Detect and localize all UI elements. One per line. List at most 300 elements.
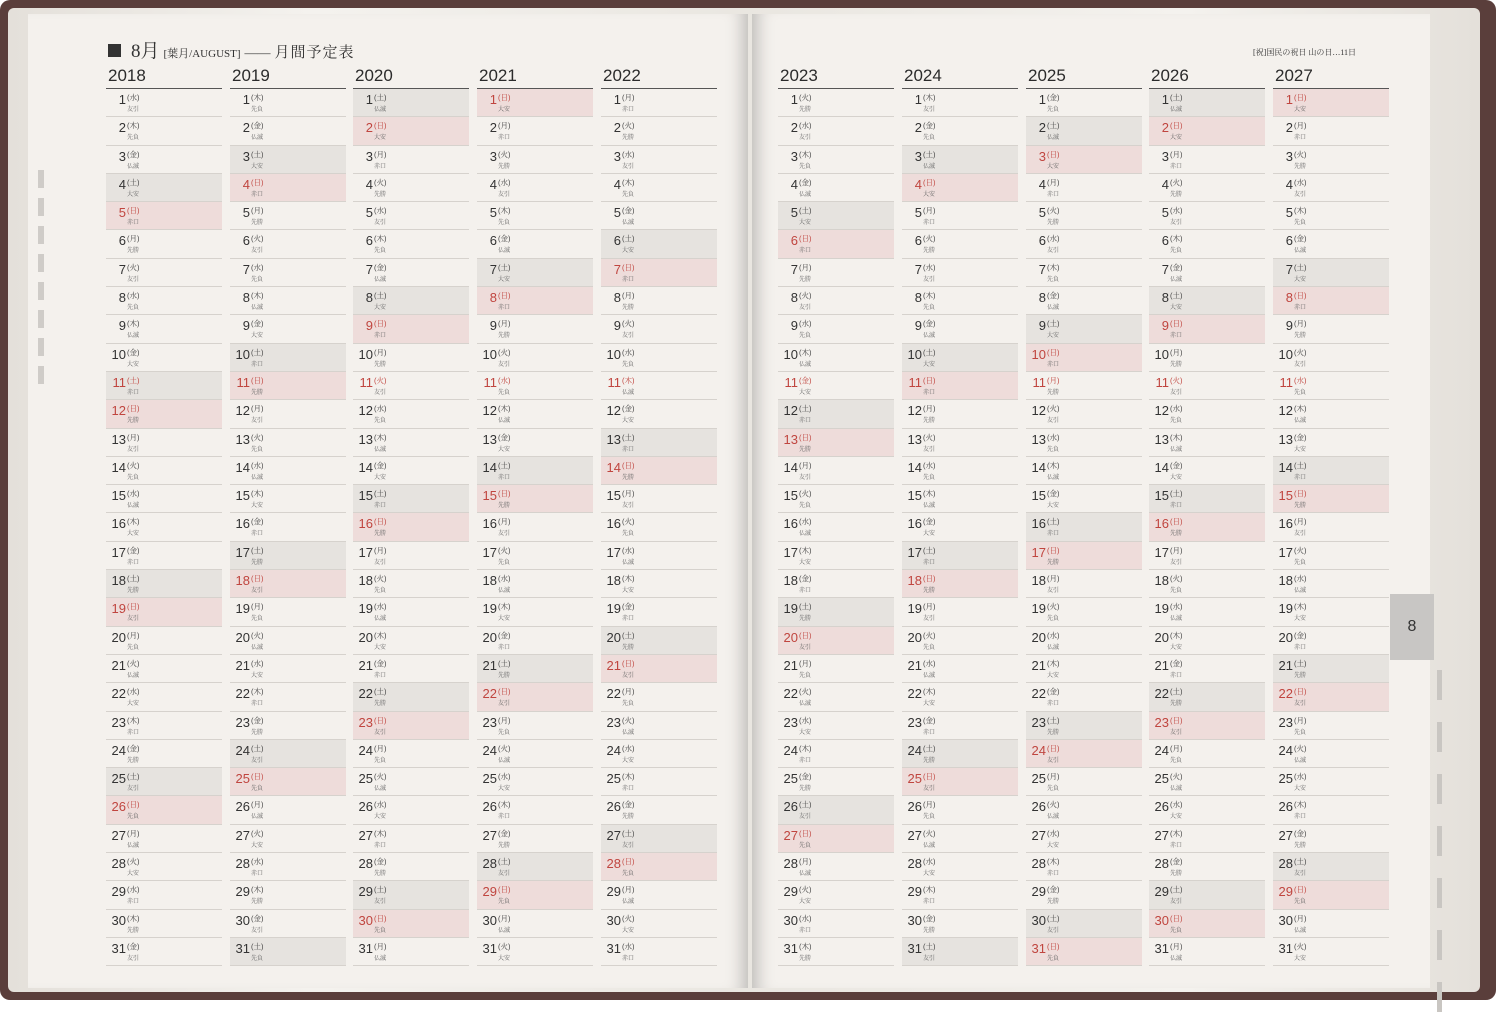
day-row[interactable] bbox=[601, 655, 717, 683]
day-row[interactable] bbox=[778, 457, 894, 485]
day-row[interactable] bbox=[1273, 683, 1389, 711]
day-row[interactable] bbox=[902, 683, 1018, 711]
day-row[interactable] bbox=[106, 344, 222, 372]
day-row[interactable] bbox=[1026, 457, 1142, 485]
day-row[interactable] bbox=[106, 683, 222, 711]
day-row[interactable] bbox=[1149, 627, 1265, 655]
day-row[interactable] bbox=[353, 485, 469, 513]
day-row[interactable] bbox=[1273, 712, 1389, 740]
day-row[interactable] bbox=[1026, 202, 1142, 230]
day-row[interactable] bbox=[230, 174, 346, 202]
day-row[interactable] bbox=[902, 89, 1018, 117]
day-row[interactable] bbox=[106, 259, 222, 287]
day-row[interactable] bbox=[106, 655, 222, 683]
day-row[interactable] bbox=[230, 542, 346, 570]
day-row[interactable] bbox=[230, 344, 346, 372]
day-row[interactable] bbox=[230, 315, 346, 343]
day-row[interactable] bbox=[477, 457, 593, 485]
day-row[interactable] bbox=[477, 400, 593, 428]
day-row[interactable] bbox=[778, 89, 894, 117]
day-row[interactable] bbox=[106, 174, 222, 202]
day-row[interactable] bbox=[477, 683, 593, 711]
day-row[interactable] bbox=[1026, 598, 1142, 626]
day-row[interactable] bbox=[778, 598, 894, 626]
day-row[interactable] bbox=[353, 513, 469, 541]
day-row[interactable] bbox=[778, 429, 894, 457]
day-row[interactable] bbox=[477, 768, 593, 796]
day-row[interactable] bbox=[778, 287, 894, 315]
day-row[interactable] bbox=[477, 938, 593, 966]
day-row[interactable] bbox=[902, 627, 1018, 655]
day-row[interactable] bbox=[1149, 853, 1265, 881]
day-row[interactable] bbox=[230, 938, 346, 966]
day-row[interactable] bbox=[477, 485, 593, 513]
day-row[interactable] bbox=[1149, 825, 1265, 853]
day-row[interactable] bbox=[1026, 627, 1142, 655]
day-row[interactable] bbox=[1273, 881, 1389, 909]
day-row[interactable] bbox=[106, 938, 222, 966]
day-row[interactable] bbox=[1026, 485, 1142, 513]
day-row[interactable] bbox=[477, 796, 593, 824]
day-row[interactable] bbox=[902, 202, 1018, 230]
day-row[interactable] bbox=[778, 372, 894, 400]
day-row[interactable] bbox=[353, 429, 469, 457]
day-row[interactable] bbox=[778, 146, 894, 174]
day-row[interactable] bbox=[106, 117, 222, 145]
day-row[interactable] bbox=[778, 796, 894, 824]
day-row[interactable] bbox=[778, 740, 894, 768]
day-row[interactable] bbox=[778, 938, 894, 966]
day-row[interactable] bbox=[1026, 683, 1142, 711]
day-row[interactable] bbox=[1273, 768, 1389, 796]
day-row[interactable] bbox=[601, 598, 717, 626]
day-row[interactable] bbox=[106, 485, 222, 513]
day-row[interactable] bbox=[477, 825, 593, 853]
day-row[interactable] bbox=[601, 429, 717, 457]
day-row[interactable] bbox=[230, 230, 346, 258]
day-row[interactable] bbox=[902, 853, 1018, 881]
day-row[interactable] bbox=[601, 287, 717, 315]
day-row[interactable] bbox=[778, 570, 894, 598]
day-row[interactable] bbox=[230, 202, 346, 230]
day-row[interactable] bbox=[477, 372, 593, 400]
day-row[interactable] bbox=[778, 627, 894, 655]
day-row[interactable] bbox=[601, 174, 717, 202]
day-row[interactable] bbox=[1273, 89, 1389, 117]
day-row[interactable] bbox=[230, 910, 346, 938]
day-row[interactable] bbox=[106, 712, 222, 740]
day-row[interactable] bbox=[1026, 655, 1142, 683]
day-row[interactable] bbox=[1026, 344, 1142, 372]
day-row[interactable] bbox=[106, 853, 222, 881]
day-row[interactable] bbox=[106, 542, 222, 570]
day-row[interactable] bbox=[902, 457, 1018, 485]
day-row[interactable] bbox=[1149, 570, 1265, 598]
day-row[interactable] bbox=[353, 372, 469, 400]
day-row[interactable] bbox=[1273, 117, 1389, 145]
day-row[interactable] bbox=[230, 117, 346, 145]
day-row[interactable] bbox=[353, 174, 469, 202]
day-row[interactable] bbox=[106, 287, 222, 315]
day-row[interactable] bbox=[353, 146, 469, 174]
day-row[interactable] bbox=[353, 712, 469, 740]
day-row[interactable] bbox=[353, 740, 469, 768]
day-row[interactable] bbox=[353, 117, 469, 145]
day-row[interactable] bbox=[230, 853, 346, 881]
day-row[interactable] bbox=[477, 146, 593, 174]
day-row[interactable] bbox=[1026, 881, 1142, 909]
day-row[interactable] bbox=[1273, 400, 1389, 428]
day-row[interactable] bbox=[778, 174, 894, 202]
day-row[interactable] bbox=[1149, 400, 1265, 428]
day-row[interactable] bbox=[353, 768, 469, 796]
day-row[interactable] bbox=[778, 344, 894, 372]
day-row[interactable] bbox=[230, 429, 346, 457]
day-row[interactable] bbox=[106, 825, 222, 853]
day-row[interactable] bbox=[902, 598, 1018, 626]
day-row[interactable] bbox=[1026, 768, 1142, 796]
day-row[interactable] bbox=[902, 910, 1018, 938]
day-row[interactable] bbox=[778, 881, 894, 909]
day-row[interactable] bbox=[601, 853, 717, 881]
day-row[interactable] bbox=[601, 400, 717, 428]
day-row[interactable] bbox=[1273, 202, 1389, 230]
month-index-tab[interactable]: 8 bbox=[1390, 594, 1434, 660]
day-row[interactable] bbox=[601, 938, 717, 966]
day-row[interactable] bbox=[778, 655, 894, 683]
day-row[interactable] bbox=[353, 400, 469, 428]
day-row[interactable] bbox=[601, 202, 717, 230]
day-row[interactable] bbox=[353, 598, 469, 626]
day-row[interactable] bbox=[902, 146, 1018, 174]
day-row[interactable] bbox=[902, 881, 1018, 909]
day-row[interactable] bbox=[353, 315, 469, 343]
day-row[interactable] bbox=[1273, 259, 1389, 287]
day-row[interactable] bbox=[1026, 853, 1142, 881]
day-row[interactable] bbox=[353, 683, 469, 711]
day-row[interactable] bbox=[1149, 796, 1265, 824]
day-row[interactable] bbox=[1273, 655, 1389, 683]
day-row[interactable] bbox=[1149, 117, 1265, 145]
day-row[interactable] bbox=[477, 655, 593, 683]
day-row[interactable] bbox=[601, 259, 717, 287]
day-row[interactable] bbox=[1026, 513, 1142, 541]
day-row[interactable] bbox=[1273, 485, 1389, 513]
day-row[interactable] bbox=[477, 740, 593, 768]
day-row[interactable] bbox=[902, 796, 1018, 824]
day-row[interactable] bbox=[353, 910, 469, 938]
day-row[interactable] bbox=[1273, 174, 1389, 202]
day-row[interactable] bbox=[601, 344, 717, 372]
day-row[interactable] bbox=[601, 315, 717, 343]
day-row[interactable] bbox=[477, 542, 593, 570]
day-row[interactable] bbox=[778, 910, 894, 938]
day-row[interactable] bbox=[353, 457, 469, 485]
day-row[interactable] bbox=[353, 825, 469, 853]
day-row[interactable] bbox=[778, 117, 894, 145]
day-row[interactable] bbox=[778, 542, 894, 570]
day-row[interactable] bbox=[1273, 796, 1389, 824]
day-row[interactable] bbox=[1026, 712, 1142, 740]
day-row[interactable] bbox=[1273, 938, 1389, 966]
day-row[interactable] bbox=[902, 740, 1018, 768]
day-row[interactable] bbox=[477, 117, 593, 145]
day-row[interactable] bbox=[601, 910, 717, 938]
day-row[interactable] bbox=[353, 570, 469, 598]
day-row[interactable] bbox=[601, 457, 717, 485]
day-row[interactable] bbox=[1026, 570, 1142, 598]
day-row[interactable] bbox=[230, 655, 346, 683]
day-row[interactable] bbox=[1026, 146, 1142, 174]
day-row[interactable] bbox=[477, 712, 593, 740]
day-row[interactable] bbox=[353, 627, 469, 655]
day-row[interactable] bbox=[778, 315, 894, 343]
day-row[interactable] bbox=[902, 655, 1018, 683]
day-row[interactable] bbox=[1273, 627, 1389, 655]
day-row[interactable] bbox=[902, 825, 1018, 853]
day-row[interactable] bbox=[106, 513, 222, 541]
day-row[interactable] bbox=[1273, 825, 1389, 853]
day-row[interactable] bbox=[1273, 315, 1389, 343]
day-row[interactable] bbox=[902, 174, 1018, 202]
day-row[interactable] bbox=[1273, 570, 1389, 598]
day-row[interactable] bbox=[106, 796, 222, 824]
day-row[interactable] bbox=[1149, 344, 1265, 372]
day-row[interactable] bbox=[601, 89, 717, 117]
day-row[interactable] bbox=[353, 853, 469, 881]
day-row[interactable] bbox=[230, 740, 346, 768]
day-row[interactable] bbox=[902, 712, 1018, 740]
day-row[interactable] bbox=[902, 513, 1018, 541]
day-row[interactable] bbox=[1149, 485, 1265, 513]
day-row[interactable] bbox=[1273, 598, 1389, 626]
day-row[interactable] bbox=[477, 429, 593, 457]
day-row[interactable] bbox=[353, 938, 469, 966]
day-row[interactable] bbox=[1149, 712, 1265, 740]
day-row[interactable] bbox=[778, 513, 894, 541]
day-row[interactable] bbox=[1273, 457, 1389, 485]
day-row[interactable] bbox=[230, 457, 346, 485]
day-row[interactable] bbox=[778, 230, 894, 258]
day-row[interactable] bbox=[778, 768, 894, 796]
day-row[interactable] bbox=[1149, 429, 1265, 457]
day-row[interactable] bbox=[1026, 910, 1142, 938]
day-row[interactable] bbox=[1149, 881, 1265, 909]
day-row[interactable] bbox=[1273, 146, 1389, 174]
day-row[interactable] bbox=[106, 202, 222, 230]
day-row[interactable] bbox=[601, 712, 717, 740]
day-row[interactable] bbox=[1026, 372, 1142, 400]
day-row[interactable] bbox=[1026, 117, 1142, 145]
day-row[interactable] bbox=[902, 259, 1018, 287]
day-row[interactable] bbox=[902, 570, 1018, 598]
day-row[interactable] bbox=[353, 230, 469, 258]
day-row[interactable] bbox=[902, 485, 1018, 513]
day-row[interactable] bbox=[601, 485, 717, 513]
day-row[interactable] bbox=[1026, 796, 1142, 824]
day-row[interactable] bbox=[106, 146, 222, 174]
day-row[interactable] bbox=[902, 344, 1018, 372]
day-row[interactable] bbox=[106, 740, 222, 768]
day-row[interactable] bbox=[1026, 287, 1142, 315]
day-row[interactable] bbox=[230, 768, 346, 796]
day-row[interactable] bbox=[1149, 372, 1265, 400]
day-row[interactable] bbox=[477, 881, 593, 909]
day-row[interactable] bbox=[106, 768, 222, 796]
day-row[interactable] bbox=[1149, 768, 1265, 796]
day-row[interactable] bbox=[1273, 230, 1389, 258]
day-row[interactable] bbox=[477, 570, 593, 598]
day-row[interactable] bbox=[902, 400, 1018, 428]
day-row[interactable] bbox=[1026, 429, 1142, 457]
day-row[interactable] bbox=[601, 372, 717, 400]
day-row[interactable] bbox=[477, 89, 593, 117]
day-row[interactable] bbox=[601, 117, 717, 145]
day-row[interactable] bbox=[902, 542, 1018, 570]
day-row[interactable] bbox=[230, 146, 346, 174]
day-row[interactable] bbox=[230, 881, 346, 909]
day-row[interactable] bbox=[230, 598, 346, 626]
day-row[interactable] bbox=[106, 598, 222, 626]
day-row[interactable] bbox=[778, 853, 894, 881]
day-row[interactable] bbox=[601, 740, 717, 768]
day-row[interactable] bbox=[477, 513, 593, 541]
day-row[interactable] bbox=[106, 400, 222, 428]
day-row[interactable] bbox=[230, 627, 346, 655]
day-row[interactable] bbox=[778, 400, 894, 428]
day-row[interactable] bbox=[106, 89, 222, 117]
day-row[interactable] bbox=[230, 825, 346, 853]
day-row[interactable] bbox=[778, 825, 894, 853]
day-row[interactable] bbox=[477, 287, 593, 315]
day-row[interactable] bbox=[230, 400, 346, 428]
day-row[interactable] bbox=[353, 259, 469, 287]
day-row[interactable] bbox=[353, 344, 469, 372]
day-row[interactable] bbox=[477, 910, 593, 938]
day-row[interactable] bbox=[106, 457, 222, 485]
day-row[interactable] bbox=[601, 881, 717, 909]
day-row[interactable] bbox=[601, 230, 717, 258]
day-row[interactable] bbox=[1273, 910, 1389, 938]
day-row[interactable] bbox=[778, 683, 894, 711]
day-row[interactable] bbox=[1273, 853, 1389, 881]
day-row[interactable] bbox=[601, 825, 717, 853]
day-row[interactable] bbox=[477, 230, 593, 258]
day-row[interactable] bbox=[902, 429, 1018, 457]
day-row[interactable] bbox=[601, 683, 717, 711]
day-row[interactable] bbox=[477, 598, 593, 626]
day-row[interactable] bbox=[477, 853, 593, 881]
day-row[interactable] bbox=[1149, 202, 1265, 230]
day-row[interactable] bbox=[1026, 542, 1142, 570]
day-row[interactable] bbox=[601, 627, 717, 655]
day-row[interactable] bbox=[477, 174, 593, 202]
day-row[interactable] bbox=[601, 146, 717, 174]
day-row[interactable] bbox=[106, 429, 222, 457]
day-row[interactable] bbox=[601, 570, 717, 598]
day-row[interactable] bbox=[353, 89, 469, 117]
day-row[interactable] bbox=[1273, 344, 1389, 372]
day-row[interactable] bbox=[1149, 174, 1265, 202]
day-row[interactable] bbox=[353, 202, 469, 230]
day-row[interactable] bbox=[1026, 89, 1142, 117]
day-row[interactable] bbox=[778, 485, 894, 513]
day-row[interactable] bbox=[353, 542, 469, 570]
day-row[interactable] bbox=[106, 230, 222, 258]
day-row[interactable] bbox=[477, 202, 593, 230]
day-row[interactable] bbox=[106, 570, 222, 598]
day-row[interactable] bbox=[1149, 910, 1265, 938]
day-row[interactable] bbox=[902, 768, 1018, 796]
day-row[interactable] bbox=[1273, 429, 1389, 457]
day-row[interactable] bbox=[778, 712, 894, 740]
day-row[interactable] bbox=[230, 89, 346, 117]
day-row[interactable] bbox=[1149, 598, 1265, 626]
day-row[interactable] bbox=[1149, 683, 1265, 711]
day-row[interactable] bbox=[1149, 146, 1265, 174]
day-row[interactable] bbox=[601, 513, 717, 541]
day-row[interactable] bbox=[106, 627, 222, 655]
day-row[interactable] bbox=[353, 796, 469, 824]
day-row[interactable] bbox=[1026, 400, 1142, 428]
day-row[interactable] bbox=[778, 202, 894, 230]
day-row[interactable] bbox=[477, 344, 593, 372]
day-row[interactable] bbox=[1026, 315, 1142, 343]
day-row[interactable] bbox=[1273, 287, 1389, 315]
day-row[interactable] bbox=[1149, 259, 1265, 287]
day-row[interactable] bbox=[902, 938, 1018, 966]
day-row[interactable] bbox=[230, 372, 346, 400]
day-row[interactable] bbox=[1149, 938, 1265, 966]
day-row[interactable] bbox=[1273, 513, 1389, 541]
day-row[interactable] bbox=[230, 287, 346, 315]
day-row[interactable] bbox=[230, 796, 346, 824]
day-row[interactable] bbox=[1026, 230, 1142, 258]
day-row[interactable] bbox=[1026, 938, 1142, 966]
day-row[interactable] bbox=[902, 287, 1018, 315]
day-row[interactable] bbox=[1149, 89, 1265, 117]
day-row[interactable] bbox=[1149, 457, 1265, 485]
day-row[interactable] bbox=[601, 768, 717, 796]
day-row[interactable] bbox=[1273, 372, 1389, 400]
day-row[interactable] bbox=[1273, 740, 1389, 768]
day-row[interactable] bbox=[601, 542, 717, 570]
day-row[interactable] bbox=[1149, 513, 1265, 541]
day-row[interactable] bbox=[477, 259, 593, 287]
day-row[interactable] bbox=[230, 712, 346, 740]
day-row[interactable] bbox=[902, 372, 1018, 400]
day-row[interactable] bbox=[353, 287, 469, 315]
day-row[interactable] bbox=[106, 881, 222, 909]
day-row[interactable] bbox=[477, 627, 593, 655]
day-row[interactable] bbox=[353, 655, 469, 683]
day-row[interactable] bbox=[1149, 655, 1265, 683]
day-row[interactable] bbox=[1026, 259, 1142, 287]
day-row[interactable] bbox=[230, 485, 346, 513]
day-row[interactable] bbox=[1026, 174, 1142, 202]
day-row[interactable] bbox=[778, 259, 894, 287]
day-row[interactable] bbox=[106, 910, 222, 938]
day-row[interactable] bbox=[1149, 287, 1265, 315]
day-row[interactable] bbox=[902, 315, 1018, 343]
day-row[interactable] bbox=[1149, 542, 1265, 570]
day-row[interactable] bbox=[902, 230, 1018, 258]
day-row[interactable] bbox=[230, 259, 346, 287]
day-row[interactable] bbox=[230, 513, 346, 541]
day-row[interactable] bbox=[106, 372, 222, 400]
day-row[interactable] bbox=[1026, 825, 1142, 853]
day-row[interactable] bbox=[601, 796, 717, 824]
